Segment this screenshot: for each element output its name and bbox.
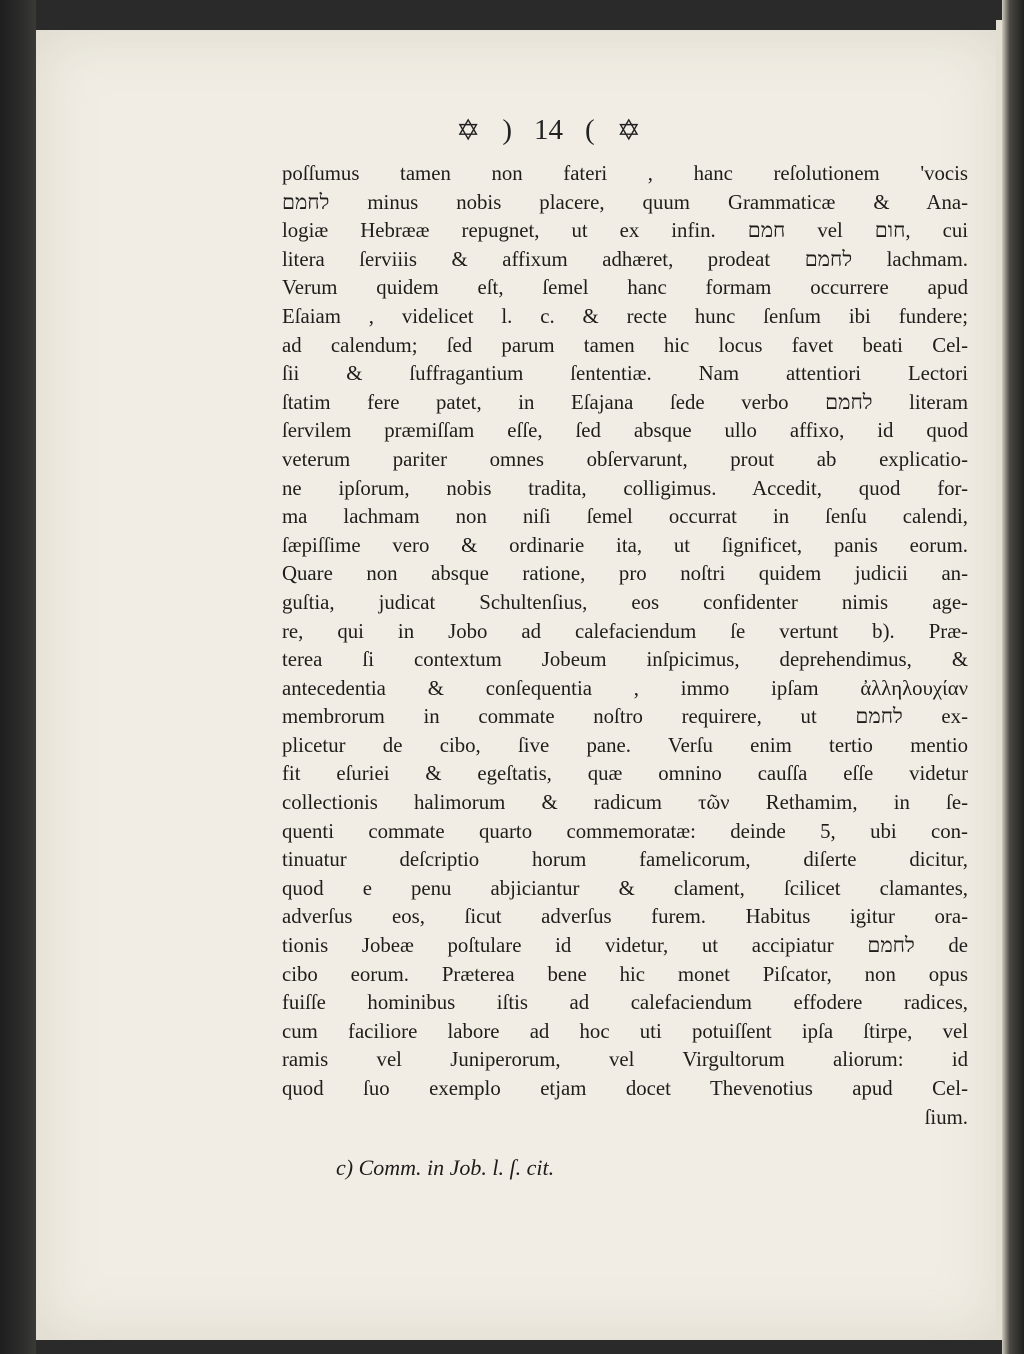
text-line: Verum quidem eſt, ſemel hanc formam occurrere apud: [282, 276, 968, 300]
page-edge: [996, 20, 1002, 1340]
text-line: Eſaiam , videlicet l. c. & recte hunc ſenſum ibi fundere;: [282, 304, 968, 328]
footnote: c) Comm. in Job. l. ſ. cit.: [336, 1155, 555, 1180]
text-line: ramis vel Juniperorum, vel Virgultorum aliorum: id: [282, 1048, 968, 1072]
text-line: poſſumus tamen non fateri , hanc reſolutionem 'vocis: [282, 162, 968, 185]
text-line: לחמם minus nobis placere, quum Grammaticæ & Ana-: [282, 190, 968, 214]
text-line: ſii & ſuffragantium ſententiæ. Nam attentiori Lectori: [282, 362, 968, 386]
scan-background-left: [0, 0, 36, 1354]
text-line: plicetur de cibo, ſive pane. Verſu enim tertio mentio: [282, 733, 968, 757]
text-line: ad calendum; ſed parum tamen hic locus favet beati Cel-: [282, 333, 968, 357]
text-line: ne ipſorum, nobis tradita, colligimus. Accedit, quod for-: [282, 476, 968, 500]
page-number: 14: [533, 113, 563, 146]
text-line: veterum pariter omnes obſervarunt, prout ab explicatio-: [282, 447, 968, 471]
text-line: guſtia, judicat Schultenſius, eos confidenter nimis age-: [282, 590, 968, 614]
text-line: adverſus eos, ſicut adverſus furem. Habitus igitur ora-: [282, 905, 968, 929]
scan-background-right: [1002, 0, 1024, 1354]
text-line: quenti commate quarto commemoratæ: deinde 5, ubi con-: [282, 819, 968, 843]
page-header: [456, 108, 796, 152]
star-ornament-icon: ✡: [616, 114, 641, 147]
header-paren-right: (: [584, 113, 595, 146]
text-line: quod e penu abjiciantur & clament, ſcilicet clamantes,: [282, 876, 968, 900]
text-line: fit eſuriei & egeſtatis, quæ omnino cauſſa eſſe videtur: [282, 762, 968, 786]
text-line: collectionis halimorum & radicum τῶν Rethamim, in ſe-: [282, 791, 968, 815]
text-line: ſtatim fere patet, in Eſajana ſede verbo לחמם literam: [282, 390, 968, 414]
text-line: logiæ Hebrææ repugnet, ut ex infin. חמם vel חום, cui: [282, 219, 968, 243]
text-line: Quare non absque ratione, pro noſtri quidem judicii an-: [282, 562, 968, 586]
text-line: litera ſerviiis & affixum adhæret, prodeat לחמם lachmam.: [282, 247, 968, 271]
text-line: membrorum in commate noſtro requirere, ut לחמם ex-: [282, 705, 968, 729]
text-line: ſium.: [924, 1105, 968, 1129]
text-line: antecedentia & conſequentia , immo ipſam ἀλληλουχίαν: [282, 676, 968, 700]
header-paren-left: ): [502, 113, 512, 146]
text-line: tinuatur deſcriptio horum famelicorum, diſerte dicitur,: [282, 848, 968, 872]
text-line: ſervilem præmiſſam eſſe, ſed absque ullo affixo, id quod: [282, 419, 968, 443]
text-line: cum faciliore labore ad hoc uti potuiſſent ipſa ſtirpe, vel: [282, 1019, 968, 1043]
text-line: quod ſuo exemplo etjam docet Thevenotius apud Cel-: [282, 1077, 968, 1100]
text-line: ſæpiſſime vero & ordinarie ita, ut ſignificet, panis eorum.: [282, 533, 968, 557]
text-line: re, qui in Jobo ad calefaciendum ſe vertunt b). Præ-: [282, 619, 968, 643]
text-line: fuiſſe hominibus iſtis ad calefaciendum effodere radices,: [282, 991, 968, 1015]
text-line: terea ſi contextum Jobeum inſpicimus, deprehendimus, &: [282, 648, 968, 672]
star-ornament-icon: ✡: [456, 114, 481, 147]
text-line: cibo eorum. Præterea bene hic monet Piſcator, non opus: [282, 962, 968, 986]
body-text: [282, 160, 982, 1132]
text-line: tionis Jobeæ poſtulare id videtur, ut accipiatur לחמם de: [282, 934, 968, 958]
text-line: ma lachmam non niſi ſemel occurrat in ſenſu calendi,: [282, 505, 968, 529]
